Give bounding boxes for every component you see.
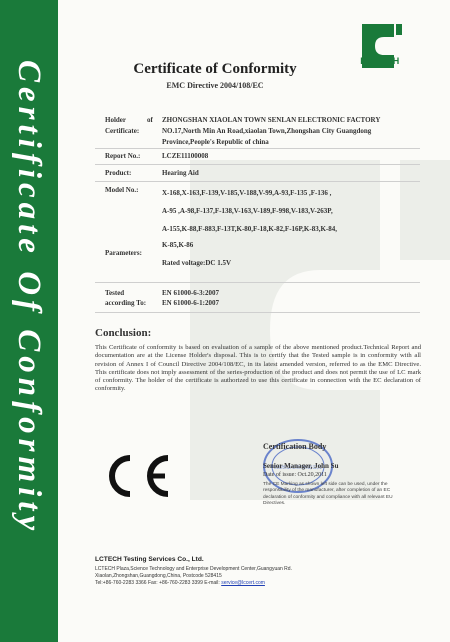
logo-text: LCTECH <box>360 56 400 66</box>
footer-address: LCTECH Plaza,Science Technology and Enterprise Development Center,Guangyuan Rd. <box>95 566 292 572</box>
parameters-value: Rated voltage:DC 1.5V <box>162 259 232 267</box>
certificate-subtitle: EMC Directive 2004/108/EC <box>166 81 264 90</box>
tested-label: Tested <box>105 289 125 297</box>
separator <box>95 148 420 149</box>
holder-label: Holder <box>105 116 126 124</box>
parameters-label: Parameters: <box>105 249 142 257</box>
holder-label-certificate: Certificate: <box>105 127 140 135</box>
model-label: Model No.: <box>105 186 139 194</box>
tested-standard: EN 61000-6-3:2007 <box>162 289 219 297</box>
issue-date: Date of issue: Oct.20,2011 <box>263 472 327 478</box>
signer-name: Senior Manager, John Su <box>263 462 339 470</box>
footer-address: Xiaolan,Zhongshan,Guangdong,China, Postcode 528415 <box>95 573 222 579</box>
product-value: Hearing Aid <box>162 169 199 177</box>
tested-label-according: according To: <box>105 299 147 307</box>
ce-marking-note: The CE Marking as shown left side can be used, under the responsibility of the manufacturer, after completion of an EC declaration of conformity and compliance with all relevant EU Directives. <box>263 482 393 506</box>
footer-phone-fax: Tel:+86-760-2283 3366 Fax: +86-760-2283 3399 E-mail: <box>95 580 222 586</box>
separator <box>95 181 420 182</box>
footer-email-link[interactable]: service@lccert.com <box>221 580 265 586</box>
sidebar-title: Certificate Of Conformity <box>11 60 47 536</box>
holder-address: NO.17,North Min An Road,xiaolan Town,Zhongshan City Guangdong Province,People's Republic of china <box>162 127 372 146</box>
sidebar-band <box>0 0 58 642</box>
stamp-text: SHENZHEN LCS TESTING SERVICES CO.,LTD. <box>274 465 323 471</box>
footer-contact <box>95 580 265 587</box>
separator <box>95 312 420 313</box>
separator <box>95 164 420 165</box>
model-line: A-95 ,A-98,F-137,F-138,V-163,V-189,F-998,V-183,V-263P, <box>162 207 333 215</box>
product-label: Product: <box>105 169 132 177</box>
model-line: K-85,K-86 <box>162 241 194 249</box>
report-label: Report No.: <box>105 152 141 160</box>
ce-mark-icon <box>98 453 176 499</box>
certificate-title: Certificate of Conformity <box>133 61 297 77</box>
model-line: A-155,K-88,F-883,F-13T,K-80,F-18,K-82,F-16P,K-83,K-84, <box>162 225 337 233</box>
tested-standard: EN 61000-6-1:2007 <box>162 299 219 307</box>
holder-label-of: of <box>147 116 153 124</box>
holder-name: ZHONGSHAN XIAOLAN TOWN SENLAN ELECTRONIC FACTORY <box>162 116 381 124</box>
separator <box>95 282 420 283</box>
certification-body-label: Certification Body <box>263 442 327 451</box>
report-number: LCZE11100008 <box>162 152 209 160</box>
conclusion-text: This Certificate of conformity is based on evaluation of a sample of the above mentioned product.Technical Report and documentation are at the License Holder's disposal. This is to certify that the Tested sample is in conformity with all revision of Annex I of Council Directive 2004/108/EC, in its latest amended version, referred to as the EMC Directive. This certificate does not imply assessment of the series-production of the product and does not permit the use of LC mark of conformity. The holder of the certificate is authorized to use this certificate in connection with the EC declaration of conformity. <box>95 344 421 393</box>
conclusion-title: Conclusion: <box>95 327 152 339</box>
footer-company: LCTECH Testing Services Co., Ltd. <box>95 556 204 563</box>
model-line: X-168,X-163,F-139,V-185,V-188,V-99,A-93,F-135 ,F-136 , <box>162 189 332 197</box>
